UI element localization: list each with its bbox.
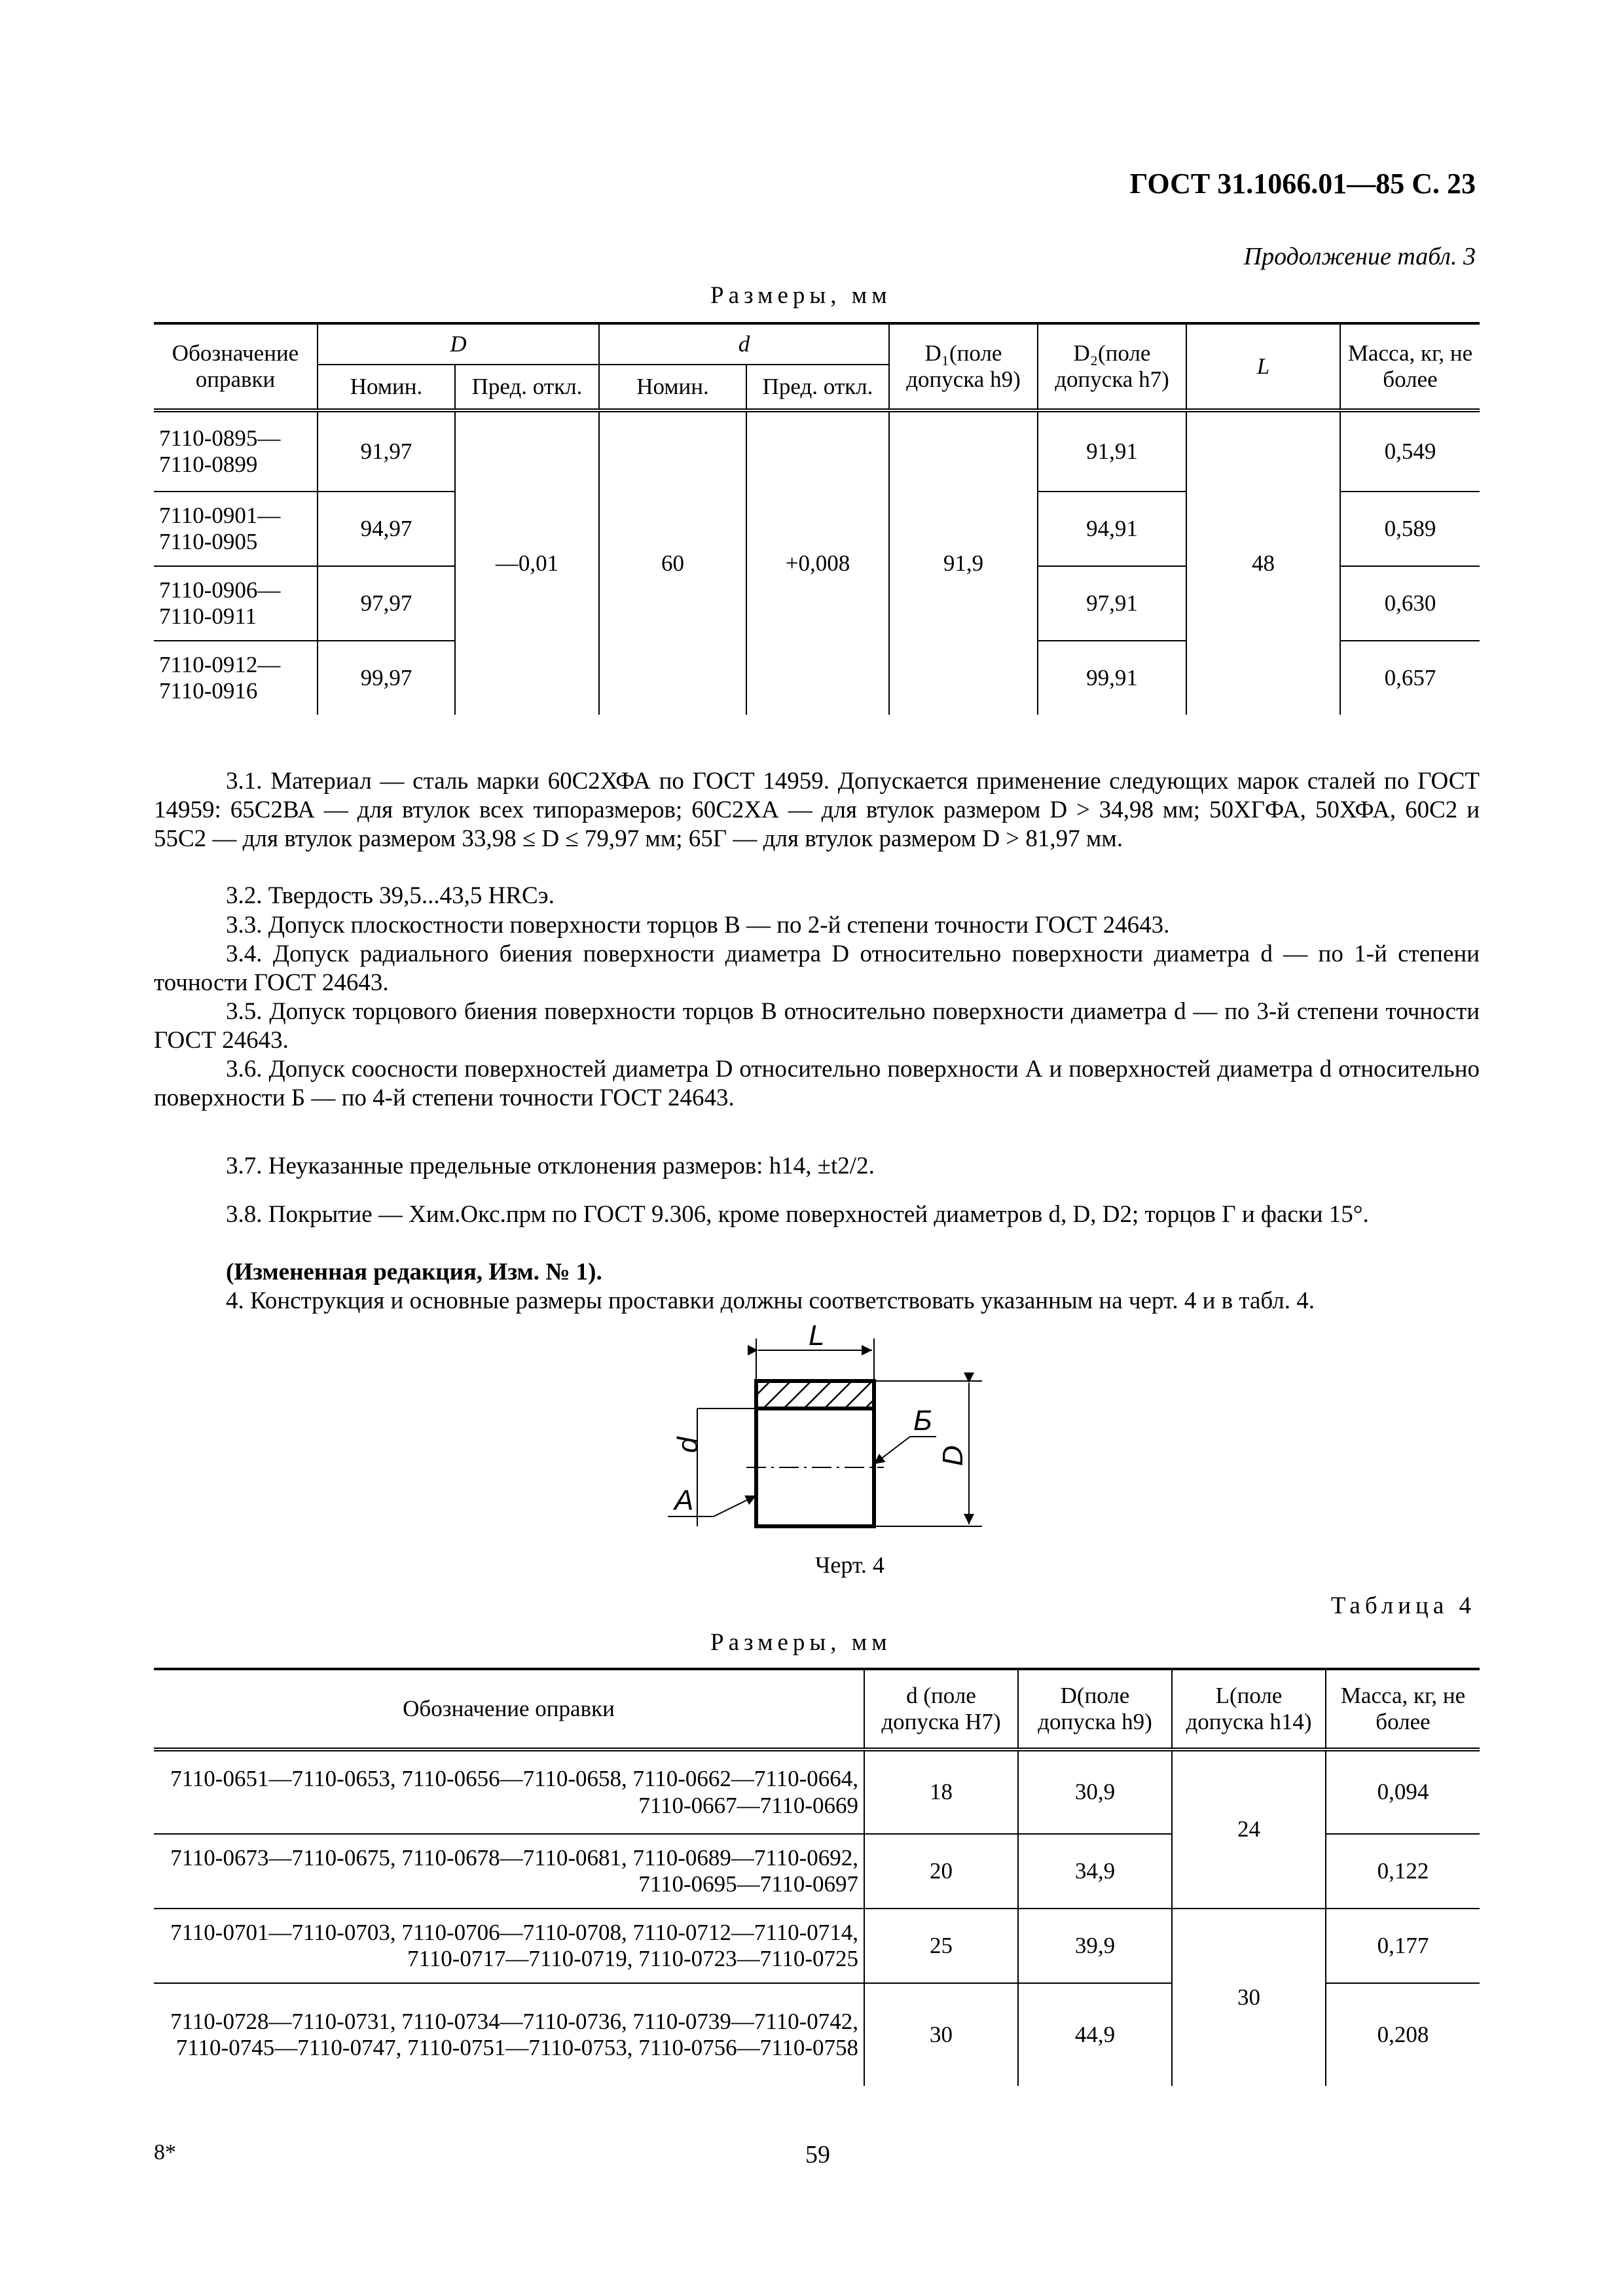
row-D-nominal: 99,97 [318,641,455,715]
table-continuation-note: Продолжение табл. 3 [1243,243,1476,270]
table4-units: Размеры, мм [710,1629,892,1656]
row-designation: 7110-0651—7110-0653, 7110-0656—7110-0658, 7110-0662—7110-0664, 7110-0667—7110-0669 [154,1749,864,1834]
row-D: 44,9 [1018,1983,1172,2086]
row-designation: 7110-0895—7110-0899 [154,410,318,492]
header-L: L [1186,323,1340,410]
header-D: D(поле допуска h9) [1018,1669,1172,1749]
row-mass: 0,549 [1340,410,1480,492]
row-D-nominal: 94,97 [318,492,455,566]
label-d: d [672,1437,704,1453]
row-mass: 0,630 [1340,566,1480,641]
L-group: 24 [1172,1749,1326,1909]
row-d: 30 [864,1983,1018,2086]
label-A: А [674,1484,694,1516]
row-designation: 7110-0673—7110-0675, 7110-0678—7110-0681, 7110-0689—7110-0692, 7110-0695—7110-0697 [154,1834,864,1909]
row-designation: 7110-0901—7110-0905 [154,492,318,566]
row-designation: 7110-0728—7110-0731, 7110-0734—7110-0736, 7110-0739—7110-0742, 7110-0745—7110-0747, 7110-0751—7110-0753, 7110-0756—7110-0758 [154,1983,864,2086]
paragraph-3-4: 3.4. Допуск радиального биения поверхности диаметра D относительно поверхности диаметра d — по 1-й степени точности ГОСТ 24643. [154,941,1480,996]
header-designation: Обозначение оправки [154,1669,864,1749]
document-code: ГОСТ 31.1066.01—85 С. 23 [1129,168,1476,200]
shared-d-deviation: +0,008 [746,410,889,715]
header-designation: Обозначение оправки [154,323,318,410]
paragraph-3-2: 3.2. Твердость 39,5...43,5 HRCэ. [226,882,555,909]
leader-arrow [714,1496,756,1516]
row-D2: 91,91 [1038,410,1186,492]
shared-d-nominal: 60 [599,410,746,715]
row-designation: 7110-0912—7110-0916 [154,641,318,715]
drawing-4 [648,1319,1015,1554]
hatched-band [756,1381,874,1408]
table-4 [154,1668,1480,2086]
row-d: 18 [864,1749,1018,1834]
row-d: 25 [864,1909,1018,1983]
paragraph-3-7: 3.7. Неуказанные предельные отклонения размеров: h14, ±t2/2. [226,1153,875,1179]
header-d: d [599,323,889,365]
row-mass: 0,589 [1340,492,1480,566]
row-mass: 0,177 [1326,1909,1480,1983]
shared-D1: 91,9 [889,410,1038,715]
paragraph-3-8: 3.8. Покрытие — Хим.Окс.прм по ГОСТ 9.306, кроме поверхностей диаметров d, D, D2; торцов Г и фаски 15°. [226,1201,1369,1228]
footer-mark: 8* [154,2140,176,2164]
paragraph-3-5: 3.5. Допуск торцового биения поверхности торцов В относительно поверхности диаметра d — по 3-й степени точности ГОСТ 24643. [154,998,1480,1054]
shared-L: 48 [1186,410,1340,715]
paragraph-4: 4. Конструкция и основные размеры проставки должны соответствовать указанным на черт. 4 и в табл. 4. [226,1287,1315,1314]
row-D2: 94,91 [1038,492,1186,566]
drawing-caption: Черт. 4 [815,1552,884,1578]
header-d-deviation: Пред. откл. [746,365,889,410]
header-D1: D₁(поле допуска h9) [889,323,1038,410]
paragraph-3-1: 3.1. Материал — сталь марки 60С2ХФА по ГОСТ 14959. Допускается применение следующих марок сталей по ГОСТ 14959: 65С2ВА — для втулок всех типоразмеров; 60С2ХА — для втулок размером D > 34,98 мм; 50ХГФА, 50ХФА, 60С2 и 55С2 — для втулок размером 33,98 ≤ D ≤ 79,97 мм; 65Г — для втулок размером D > 81,97 мм. [154,768,1480,852]
row-mass: 0,208 [1326,1983,1480,2086]
label-L: L [809,1319,825,1352]
paragraph-3-6: 3.6. Допуск соосности поверхностей диаметра D относительно поверхности А и поверхностей диаметра d относительно поверхности Б — по 4-й степени точности ГОСТ 24643. [154,1056,1480,1111]
row-d: 20 [864,1834,1018,1909]
header-D: D [318,323,599,365]
header-D-nominal: Номин. [318,365,455,410]
table-3 [154,322,1480,715]
page-number: 59 [805,2141,830,2168]
row-designation: 7110-0701—7110-0703, 7110-0706—7110-0708, 7110-0712—7110-0714, 7110-0717—7110-0719, 7110-0723—7110-0725 [154,1909,864,1983]
header-d-nominal: Номин. [599,365,746,410]
header-D-deviation: Пред. откл. [455,365,599,410]
row-D2: 97,91 [1038,566,1186,641]
row-designation: 7110-0906—7110-0911 [154,566,318,641]
row-D: 34,9 [1018,1834,1172,1909]
label-B: Б [913,1405,932,1437]
row-D-nominal: 97,97 [318,566,455,641]
row-mass: 0,122 [1326,1834,1480,1909]
header-d: d (поле допуска Н7) [864,1669,1018,1749]
label-D: D [937,1445,969,1466]
header-D2: D₂(поле допуска h7) [1038,323,1186,410]
row-D-nominal: 91,97 [318,410,455,492]
shared-D-deviation: —0,01 [455,410,599,715]
leader-arrow [874,1437,910,1464]
header-mass: Масса, кг, не более [1326,1669,1480,1749]
row-D2: 99,91 [1038,641,1186,715]
row-D: 39,9 [1018,1909,1172,1983]
table3-units: Размеры, мм [710,282,892,309]
paragraph-3-3: 3.3. Допуск плоскостности поверхности торцов В — по 2-й степени точности ГОСТ 24643. [226,912,1170,939]
row-mass: 0,657 [1340,641,1480,715]
row-mass: 0,094 [1326,1749,1480,1834]
header-L: L(поле допуска h14) [1172,1669,1326,1749]
L-group: 30 [1172,1909,1326,2086]
row-D: 30,9 [1018,1749,1172,1834]
header-mass: Масса, кг, не более [1340,323,1480,410]
edit-note: (Измененная редакция, Изм. № 1). [226,1259,602,1285]
table4-title: Таблица 4 [1330,1592,1476,1619]
